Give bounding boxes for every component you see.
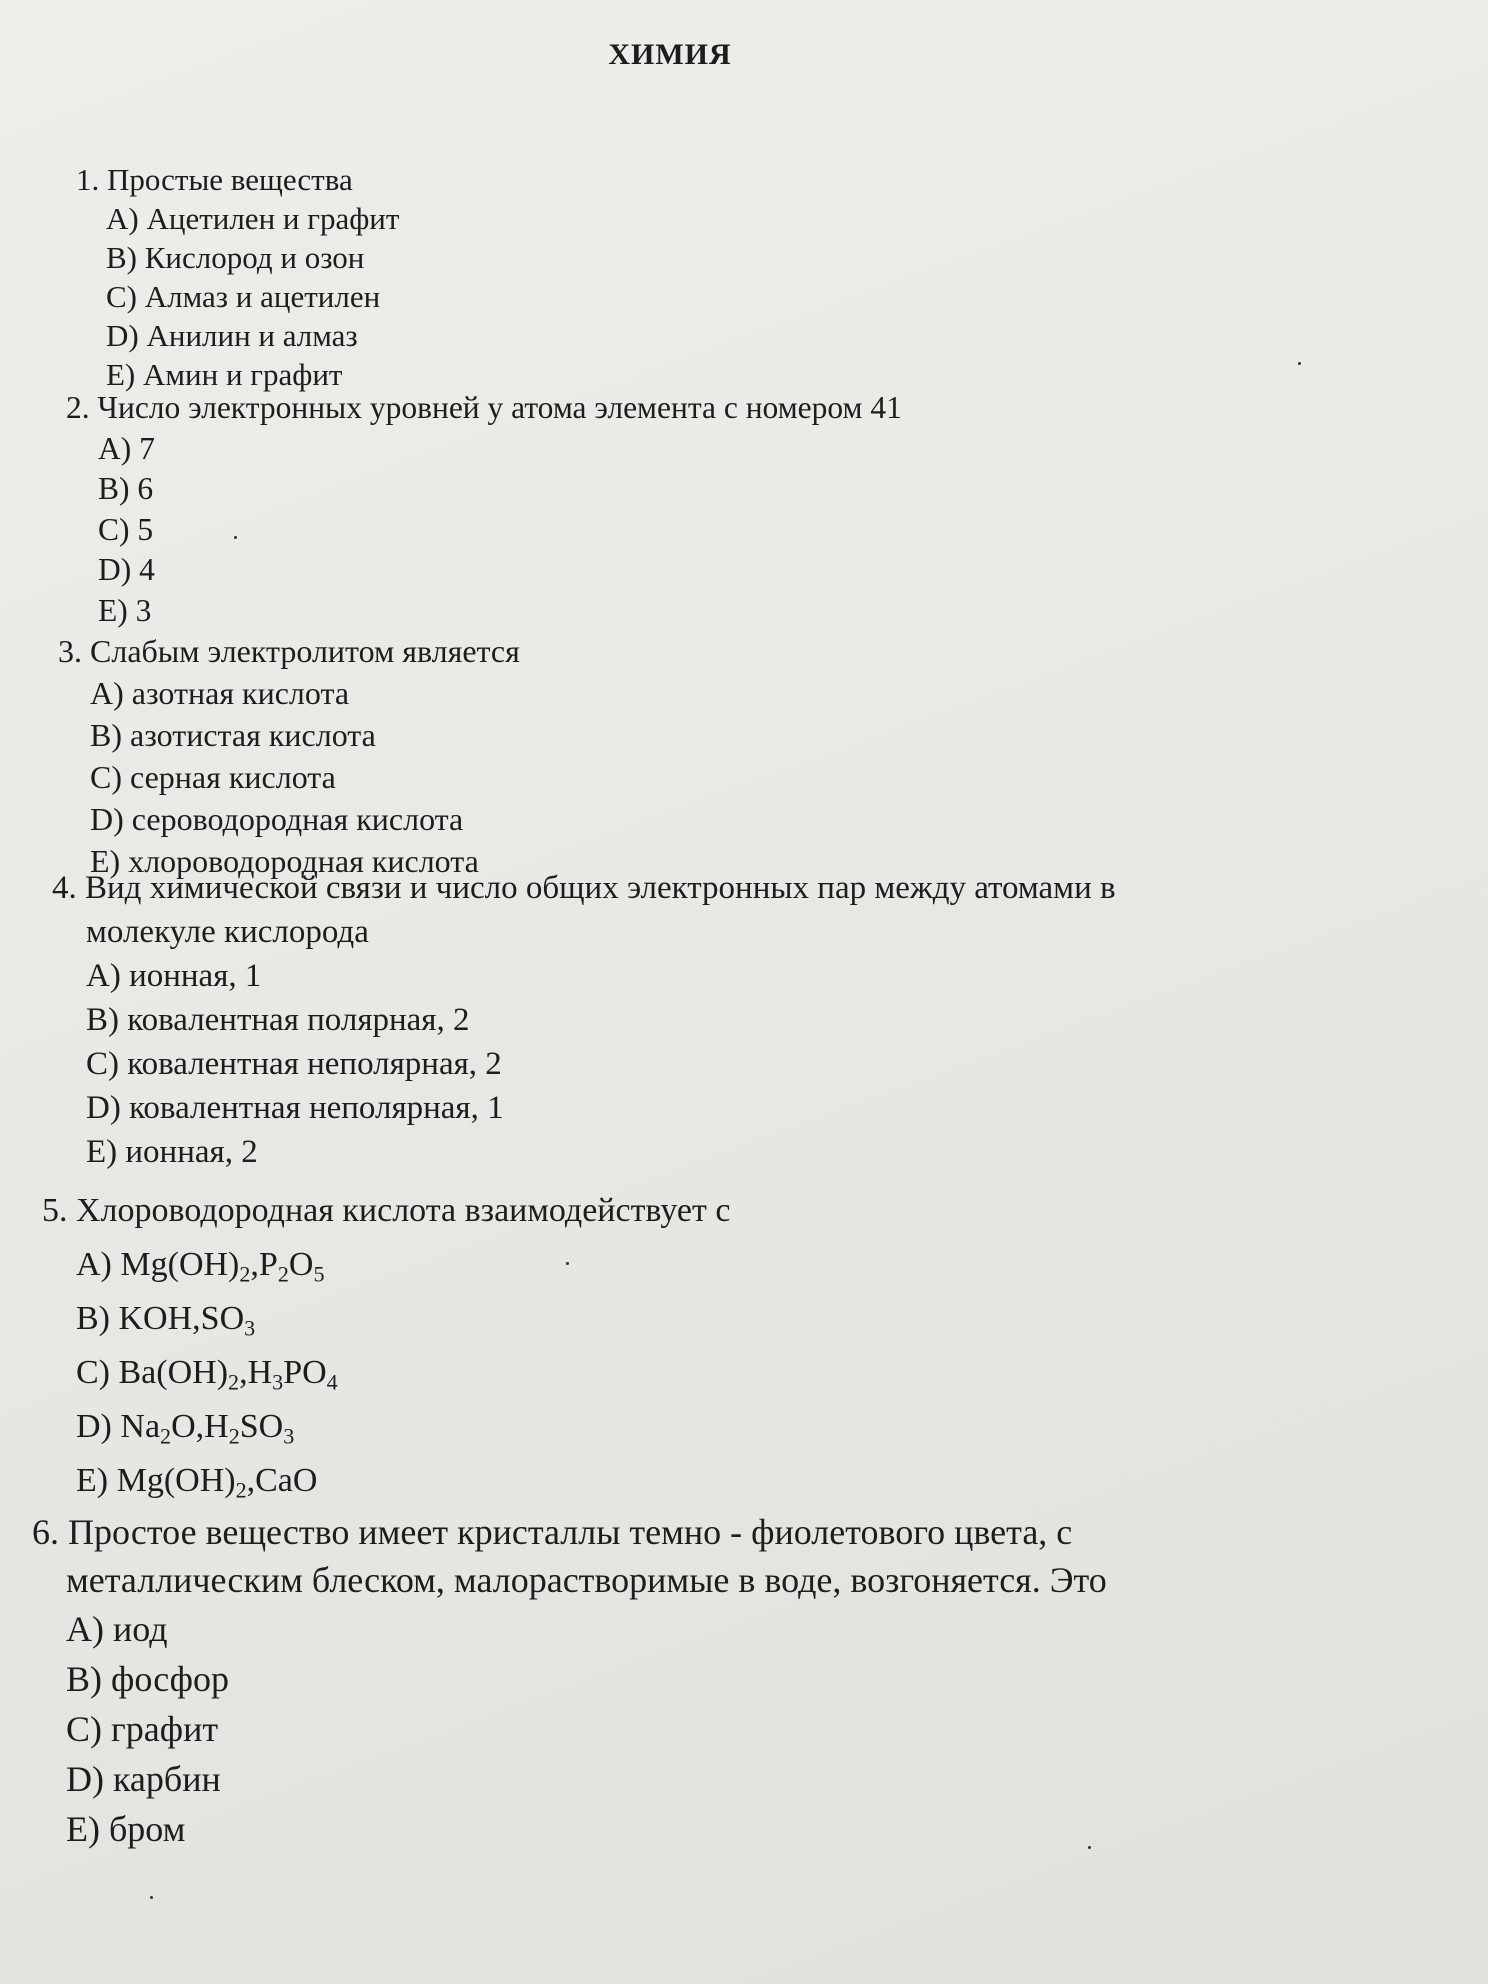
question-stem: Вид химической связи и число общих электронных пар между атомами в (85, 870, 1116, 906)
question-1-text (76, 160, 399, 199)
question-3-text (58, 630, 520, 672)
option-letter: B) (76, 1300, 119, 1337)
page-title: ХИМИЯ (608, 38, 732, 71)
chemical-formula: $Mg(OH)_2,P_2O_5$ (120, 1246, 325, 1287)
chemical-formula: $Ba(OH)_2,H_3PO_4$ (118, 1354, 338, 1395)
answer-option-c: C) Алмаз и ацетилен (106, 279, 381, 314)
answer-option-b: B) ковалентная полярная, 2 (86, 1002, 470, 1038)
option-letter: A) (76, 1246, 121, 1283)
answer-option-e: E) бром (66, 1809, 186, 1849)
answer-option-d: D) карбин (66, 1759, 221, 1799)
answer-option-c: C) графит (66, 1709, 219, 1749)
question-stem-continued: металлическим блеском, малорастворимые в воде, возгоняется. Это (66, 1560, 1107, 1600)
question-2 (66, 388, 902, 631)
answer-option-b: B) фосфор (66, 1659, 229, 1699)
answer-option-c: C) 5 (98, 511, 154, 547)
answer-option-a: A) азотная кислота (90, 675, 350, 711)
option-letter: C) (76, 1354, 119, 1391)
answer-option-b: B) 6 (98, 471, 154, 506)
answer-option-a: A) ионная, 1 (86, 958, 262, 994)
answer-option-d: D) сероводородная кислота (90, 801, 464, 837)
question-number: 1. (76, 162, 100, 197)
answer-option-b: B) азотистая кислота (90, 717, 376, 753)
answer-option-e: E) 3 (98, 592, 152, 628)
chemical-formula: $Mg(OH)_2,CaO$ (116, 1462, 318, 1503)
chemical-formula: $KOH,SO_3$ (118, 1300, 256, 1341)
question-3 (58, 630, 520, 882)
question-number: 2. (66, 390, 90, 425)
ink-speck (234, 536, 237, 539)
option-letter: D) (76, 1408, 121, 1445)
answer-option-d: D) Анилин и алмаз (106, 318, 358, 353)
answer-option-a: A) Ацетилен и графит (106, 201, 400, 236)
answer-option-e (42, 1454, 730, 1508)
ink-speck (1298, 362, 1301, 365)
question-6 (32, 1508, 1107, 1854)
answer-option-d: D) 4 (98, 552, 155, 587)
answer-option-a (42, 1238, 730, 1292)
answer-option-b: B) Кислород и озон (106, 240, 365, 275)
question-number: 6. (32, 1512, 59, 1552)
question-5 (42, 1184, 730, 1508)
question-stem-continued: молекуле кислорода (86, 914, 369, 950)
question-stem: Простое вещество имеет кристаллы темно - фиолетового цвета, с (68, 1512, 1073, 1552)
answer-option-c: C) ковалентная неполярная, 2 (86, 1046, 502, 1082)
question-4-text (52, 866, 1116, 910)
answer-option-a: A) иод (66, 1609, 168, 1649)
answer-option-d (42, 1400, 730, 1454)
answer-option-c: C) серная кислота (90, 759, 336, 795)
ink-speck (566, 1262, 569, 1265)
question-number: 5. (42, 1192, 68, 1229)
answer-option-e: E) Амин и графит (106, 357, 343, 392)
answer-option-e: E) хлороводородная кислота (90, 843, 479, 879)
question-stem: Хлороводородная кислота взаимодействует с (76, 1192, 731, 1229)
question-4 (52, 866, 1116, 1174)
answer-option-e: E) ионная, 2 (86, 1134, 258, 1170)
question-stem: Слабым электролитом является (90, 633, 520, 669)
ink-speck (1088, 1846, 1091, 1849)
answer-option-a: A) 7 (98, 430, 155, 466)
question-2-text (66, 388, 902, 429)
question-1 (76, 160, 399, 394)
question-6-text (32, 1508, 1107, 1556)
question-number: 3. (58, 633, 82, 669)
option-letter: E) (76, 1462, 117, 1499)
question-stem: Простые вещества (107, 162, 353, 197)
question-stem: Число электронных уровней у атома элемента с номером 41 (97, 390, 902, 425)
chemical-formula: $Na_2O,H_2SO_3$ (120, 1408, 295, 1449)
answer-option-d: D) ковалентная неполярная, 1 (86, 1090, 504, 1126)
ink-speck (150, 1896, 153, 1899)
question-5-text (42, 1184, 730, 1238)
question-number: 4. (52, 870, 77, 906)
answer-option-c (42, 1346, 730, 1400)
answer-option-b (42, 1292, 730, 1346)
